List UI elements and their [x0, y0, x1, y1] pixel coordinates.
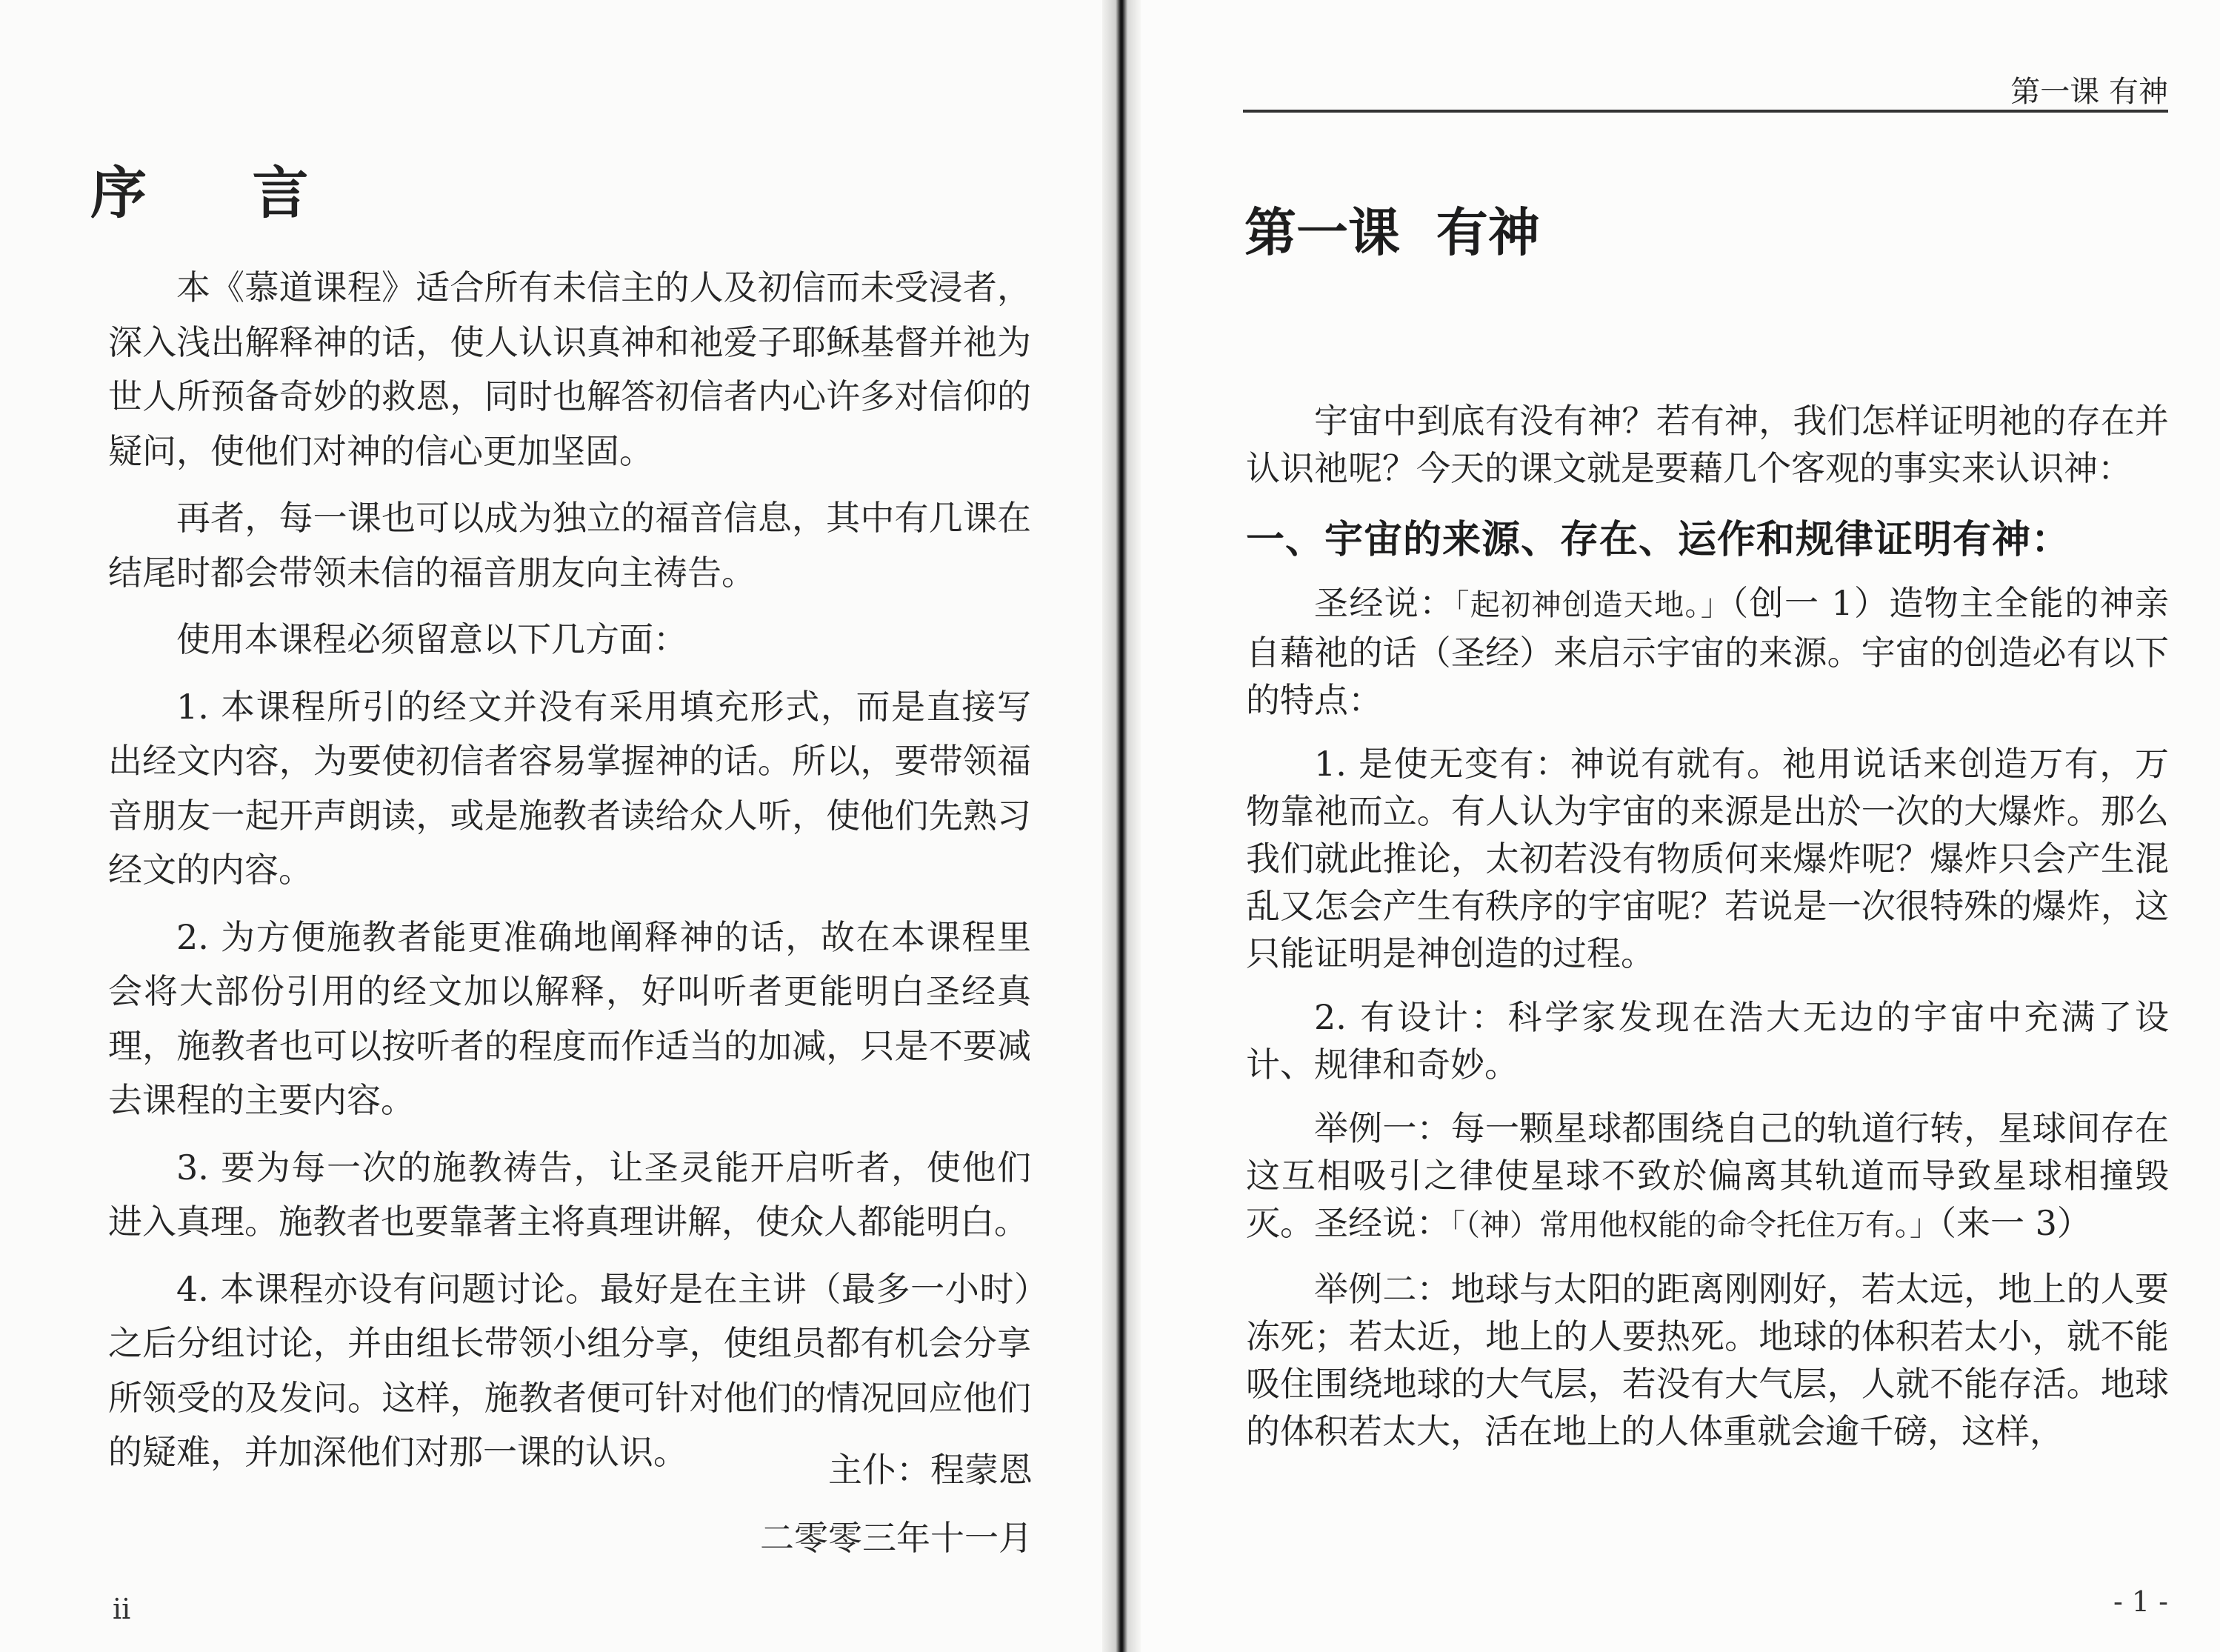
text-run: （创一 1）造物主全能的神亲自藉祂的话（圣经）来启示宇宙的来源。宇宙的创造必有以下的特点： — [1246, 583, 2170, 720]
header-rule — [1243, 110, 2168, 113]
preface-paragraph: 1. 本课程所引的经文并没有采用填充形式，而是直接写出经文内容，为要使初信者容易掌握神的话。所以，要带领福音朋友一起开声朗读，或是施教者读给众人听，使他们先熟习经文的内容。 — [108, 686, 1031, 890]
signature-date: 二零零三年十一月 — [760, 1518, 1033, 1558]
preface-title: 序 言 — [90, 160, 352, 226]
right-page-number: - 1 - — [2113, 1585, 2168, 1618]
body-paragraph — [1246, 579, 2169, 724]
lesson-title: 第一课 有神 — [1244, 202, 1540, 263]
preface-paragraph: 2. 为方便施教者能更准确地阐释神的话，故在本课程里会将大部份引用的经文加以解释，好叫听者更能明白圣经真理，施教者也可以按听者的程度而作适当的加减，只是不要减去课程的主要内容。 — [108, 916, 1031, 1120]
scripture-quote: 「起初神创造天地。」 — [1454, 588, 1732, 622]
left-page — [0, 0, 1102, 1652]
body-paragraph: 1. 是使无变有：神说有就有。祂用说话来创造万有，万物靠祂而立。有人认为宇宙的来源是出於一次的大爆炸。那么我们就此推论，太初若没有物质何来爆炸呢？爆炸只会产生混乱又怎会产生有秩序的宇宙呢？若说是一次很特殊的爆炸，这只能证明是神创造的过程。 — [1246, 744, 2169, 973]
body-paragraph — [1246, 1105, 2169, 1249]
signature-name: 主仆：程蒙恩 — [828, 1450, 1033, 1490]
scripture-quote: 「（神）常用他权能的命令托住万有。」 — [1450, 1208, 1939, 1242]
preface-paragraph: 4. 本课程亦设有问题讨论。最好是在主讲（最多一小时）之后分组讨论，并由组长带领小组分享，使组员都有机会分享所领受的及发问。这样，施教者便可针对他们的情况回应他们的疑难，并加深他们对那一课的认识。 — [108, 1268, 1031, 1472]
text-run: 圣经说： — [1314, 583, 1455, 623]
book-gutter — [1102, 0, 1141, 1652]
preface-paragraph: 本《慕道课程》适合所有未信主的人及初信而未受浸者，深入浅出解释神的话，使人认识真神和祂爱子耶稣基督并祂为世人所预备奇妙的救恩，同时也解答初信者内心许多对信仰的疑问，使他们对神的信心更加坚固。 — [108, 267, 1031, 471]
preface-paragraph: 3. 要为每一次的施教祷告，让圣灵能开启听者，使他们进入真理。施教者也要靠著主将真理讲解，使众人都能明白。 — [108, 1147, 1031, 1242]
preface-paragraph: 使用本课程必须留意以下几方面： — [176, 619, 687, 659]
section-heading: 一、宇宙的来源、存在、运作和规律证明有神： — [1246, 518, 2071, 562]
preface-paragraph: 再者，每一课也可以成为独立的福音信息，其中有几课在结尾时都会带领未信的福音朋友向主祷告。 — [108, 498, 1031, 593]
right-page — [1141, 0, 2220, 1652]
lesson-body — [1246, 397, 2169, 1471]
intro-paragraph: 宇宙中到底有没有神？若有神，我们怎样证明祂的存在并认识祂呢？今天的课文就是要藉几个客观的事实来认识神： — [1246, 401, 2169, 488]
left-page-number: ii — [113, 1593, 131, 1625]
preface-body — [108, 261, 1031, 1493]
text-run: 举例一：每一颗星球都围绕自己的轨道行转，星球间存在这互相吸引之律使星球不致於偏离其轨道而导致星球相撞毁灭。圣经说： — [1246, 1108, 2169, 1243]
body-paragraph: 2. 有设计：科学家发现在浩大无边的宇宙中充满了设计、规律和奇妙。 — [1246, 997, 2169, 1085]
text-run: （来一 3） — [1939, 1203, 2091, 1243]
body-paragraph: 举例二：地球与太阳的距离刚刚好，若太远，地上的人要冻死；若太近，地上的人要热死。地球的体积若太小，就不能吸住围绕地球的大气层，若没有大气层，人就不能存活。地球的体积若太大，活在地上的人体重就会逾千磅，这样， — [1246, 1269, 2169, 1451]
running-head: 第一课 有神 — [2010, 75, 2168, 109]
